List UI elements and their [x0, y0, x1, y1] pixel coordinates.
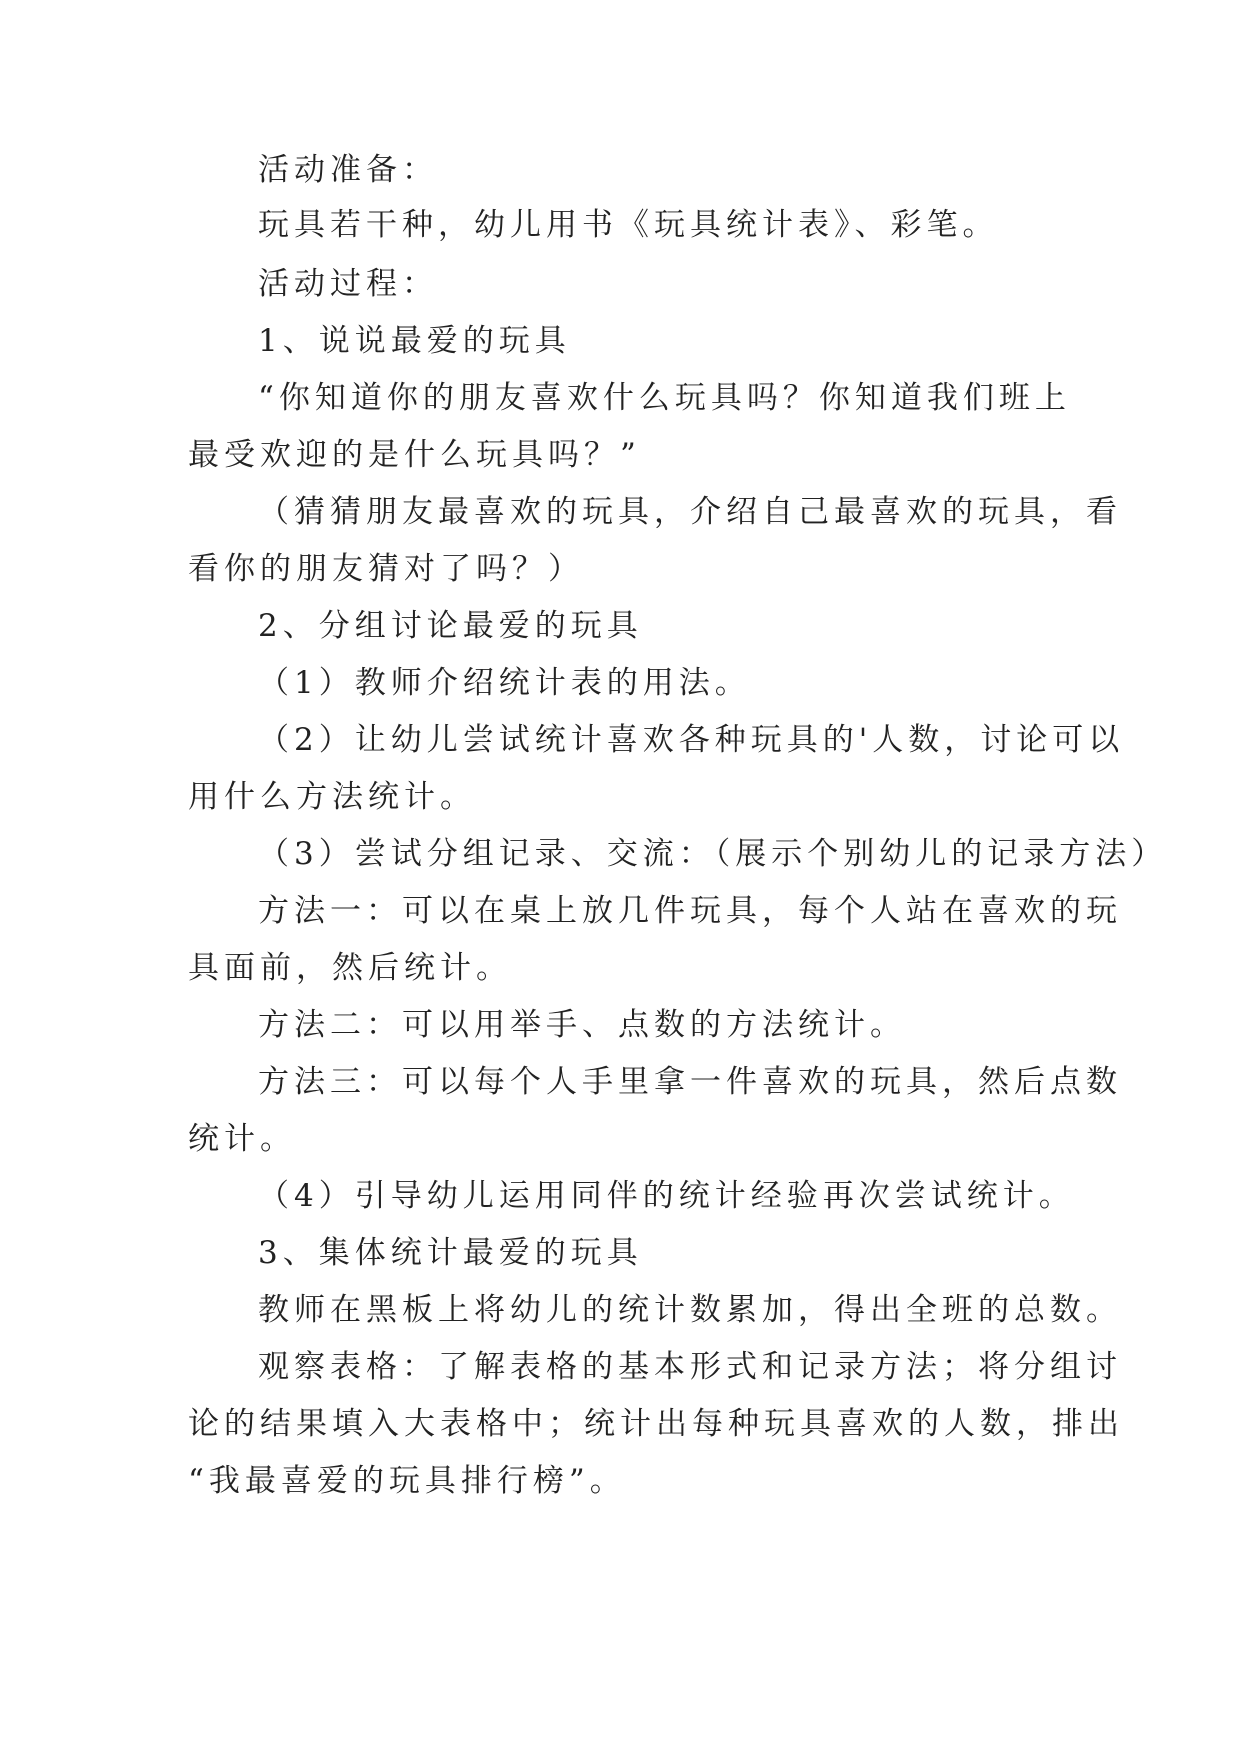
paragraph-line: （猜猜朋友最喜欢的玩具，介绍自己最喜欢的玩具，看 [258, 494, 1122, 530]
paragraph-line: 看你的朋友猜对了吗？） [188, 551, 584, 587]
paragraph-line: 用什么方法统计。 [188, 779, 476, 815]
paragraph-line: 方法二：可以用举手、点数的方法统计。 [258, 1007, 906, 1043]
paragraph-line: （2）让幼儿尝试统计喜欢各种玩具的'人数，讨论可以 [258, 722, 1125, 758]
paragraph-line: （1）教师介绍统计表的用法。 [258, 665, 751, 701]
paragraph-line: （3）尝试分组记录、交流：（展示个别幼儿的记录方法） [258, 836, 1168, 872]
paragraph-line: 方法三：可以每个人手里拿一件喜欢的玩具，然后点数 [258, 1064, 1122, 1100]
paragraph-line: 论的结果填入大表格中；统计出每种玩具喜欢的人数，排出 [188, 1406, 1124, 1442]
step-heading-2: 2、分组讨论最爱的玩具 [258, 608, 643, 644]
paragraph-line: “你知道你的朋友喜欢什么玩具吗？你知道我们班上 [258, 380, 1071, 416]
step-heading-1: 1、说说最爱的玩具 [258, 323, 571, 359]
paragraph-line: 方法一：可以在桌上放几件玩具，每个人站在喜欢的玩 [258, 893, 1122, 929]
paragraph-line: 最受欢迎的是什么玩具吗？” [188, 437, 641, 473]
paragraph-line: 统计。 [188, 1121, 296, 1157]
step-heading-3: 3、集体统计最爱的玩具 [258, 1235, 643, 1271]
paragraph-line: 玩具若干种，幼儿用书《玩具统计表》、彩笔。 [258, 207, 999, 243]
paragraph-line: “我最喜爱的玩具排行榜”。 [188, 1463, 626, 1499]
section-heading-preparation: 活动准备： [258, 152, 438, 188]
paragraph-line: 具面前，然后统计。 [188, 950, 512, 986]
paragraph-line: 观察表格：了解表格的基本形式和记录方法；将分组讨 [258, 1349, 1122, 1385]
paragraph-line: （4）引导幼儿运用同伴的统计经验再次尝试统计。 [258, 1178, 1075, 1214]
paragraph-line: 教师在黑板上将幼儿的统计数累加，得出全班的总数。 [258, 1292, 1122, 1328]
section-heading-process: 活动过程： [258, 266, 438, 302]
